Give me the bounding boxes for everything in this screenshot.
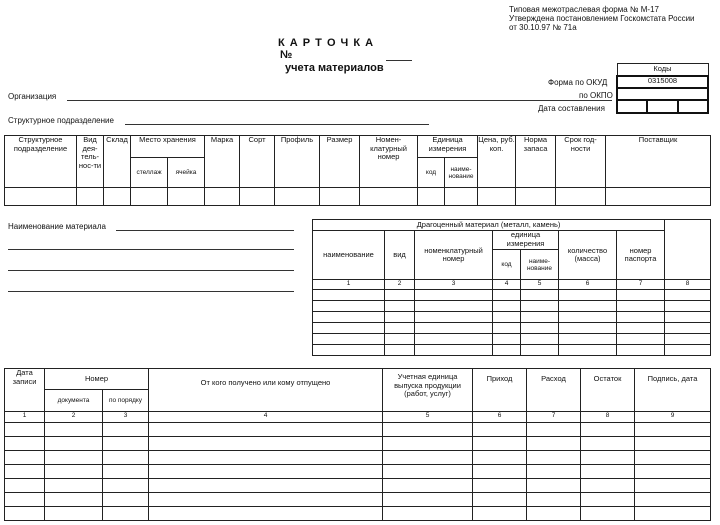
material-name-line[interactable] xyxy=(8,291,294,292)
table-row xyxy=(313,312,711,323)
cell[interactable] xyxy=(635,451,711,465)
precious-material-table xyxy=(312,219,711,356)
col-grade: Сорт xyxy=(240,136,275,188)
cell[interactable] xyxy=(149,451,383,465)
col-number: 1 xyxy=(5,412,45,423)
cell[interactable] xyxy=(313,301,385,312)
table-row xyxy=(5,188,711,206)
cell[interactable] xyxy=(5,507,45,521)
cell[interactable] xyxy=(527,437,581,451)
cell[interactable] xyxy=(527,451,581,465)
movement-table xyxy=(4,368,711,521)
cell[interactable] xyxy=(415,334,493,345)
cell[interactable] xyxy=(473,479,527,493)
cell[interactable] xyxy=(473,493,527,507)
cell[interactable] xyxy=(5,188,77,206)
cell[interactable] xyxy=(149,479,383,493)
col-division: Структурное подразделение xyxy=(5,136,77,188)
form-note-line: Утверждена постановлением Госкомстата России xyxy=(509,14,695,23)
col-out: Расход xyxy=(527,369,581,412)
col-rest: Остаток xyxy=(581,369,635,412)
table-row xyxy=(313,301,711,312)
col-date: Дата записи xyxy=(5,369,45,412)
cell[interactable] xyxy=(665,345,711,356)
precious-col-name: наименование xyxy=(313,231,385,280)
form-note xyxy=(509,5,719,32)
cell[interactable] xyxy=(581,507,635,521)
cell[interactable] xyxy=(383,451,473,465)
cell[interactable] xyxy=(383,507,473,521)
precious-col-kind: вид xyxy=(385,231,415,280)
cell[interactable] xyxy=(527,479,581,493)
col-activity: Вид дея-тель-нос-ти xyxy=(77,136,104,188)
cell[interactable] xyxy=(521,323,559,334)
col-number: 8 xyxy=(581,412,635,423)
cell[interactable] xyxy=(473,451,527,465)
cell[interactable] xyxy=(473,423,527,437)
col-storage: Место хранения xyxy=(131,136,205,158)
cell[interactable] xyxy=(493,345,521,356)
cell[interactable] xyxy=(493,301,521,312)
card-number-line xyxy=(386,60,412,61)
cell[interactable] xyxy=(313,334,385,345)
okpo-label: по ОКПО xyxy=(579,91,613,100)
table-row xyxy=(5,479,711,493)
cell[interactable] xyxy=(385,345,415,356)
col-number: 4 xyxy=(149,412,383,423)
cell[interactable] xyxy=(313,290,385,301)
cell[interactable] xyxy=(415,345,493,356)
cell[interactable] xyxy=(635,437,711,451)
cell[interactable] xyxy=(617,345,665,356)
form-note-line: Типовая межотраслевая форма № М-17 xyxy=(509,5,659,14)
precious-title: Драгоценный материал (металл, камень) xyxy=(313,220,665,231)
col-supplier: Поставщик xyxy=(606,136,711,188)
cell[interactable] xyxy=(240,188,275,206)
col-in: Приход xyxy=(473,369,527,412)
cell[interactable] xyxy=(665,312,711,323)
cell[interactable] xyxy=(617,301,665,312)
cell[interactable] xyxy=(635,479,711,493)
cell[interactable] xyxy=(149,437,383,451)
table-row xyxy=(5,493,711,507)
cell[interactable] xyxy=(415,323,493,334)
col-order: по порядку xyxy=(103,390,149,412)
col-number: 9 xyxy=(635,412,711,423)
cell[interactable] xyxy=(617,323,665,334)
col-shelf-life: Срок год-ности xyxy=(556,136,606,188)
col-doc: документа xyxy=(45,390,103,412)
organization-line[interactable] xyxy=(67,100,612,101)
cell[interactable] xyxy=(383,437,473,451)
material-name-line[interactable] xyxy=(116,230,294,231)
precious-col-passport: номер паспорта xyxy=(617,231,665,280)
cell[interactable] xyxy=(635,465,711,479)
cell[interactable] xyxy=(559,334,617,345)
cell[interactable] xyxy=(559,312,617,323)
cell[interactable] xyxy=(473,507,527,521)
table-row xyxy=(5,507,711,521)
col-number: 5 xyxy=(383,412,473,423)
cell[interactable] xyxy=(559,345,617,356)
cell[interactable] xyxy=(168,188,205,206)
table-row xyxy=(5,451,711,465)
cell[interactable] xyxy=(581,423,635,437)
col-number: 3 xyxy=(415,280,493,290)
col-unit: Единица измерения xyxy=(418,136,478,158)
table-row xyxy=(313,334,711,345)
cell[interactable] xyxy=(415,301,493,312)
cell[interactable] xyxy=(5,437,45,451)
cell[interactable] xyxy=(275,188,320,206)
col-profile: Профиль xyxy=(275,136,320,188)
cell[interactable] xyxy=(313,345,385,356)
cell[interactable] xyxy=(360,188,418,206)
precious-col-nomen: номенклатурный номер xyxy=(415,231,493,280)
cell[interactable] xyxy=(521,345,559,356)
material-name-label: Наименование материала xyxy=(8,222,106,231)
cell[interactable] xyxy=(5,465,45,479)
date-day[interactable] xyxy=(617,100,647,113)
col-norm: Норма запаса xyxy=(516,136,556,188)
cell[interactable] xyxy=(415,312,493,323)
col-sign: Подпись, дата xyxy=(635,369,711,412)
division-line[interactable] xyxy=(125,124,429,125)
col-number: 8 xyxy=(665,280,711,290)
cell[interactable] xyxy=(103,507,149,521)
cell[interactable] xyxy=(313,312,385,323)
cell[interactable] xyxy=(383,493,473,507)
col-number: 5 xyxy=(521,280,559,290)
cell[interactable] xyxy=(527,493,581,507)
table-row xyxy=(5,423,711,437)
cell[interactable] xyxy=(383,479,473,493)
cell[interactable] xyxy=(385,334,415,345)
cell[interactable] xyxy=(527,465,581,479)
material-card-table xyxy=(4,135,711,206)
okud-value: 0315008 xyxy=(617,76,708,88)
cell[interactable] xyxy=(665,323,711,334)
cell[interactable] xyxy=(205,188,240,206)
cell[interactable] xyxy=(521,290,559,301)
material-name-line[interactable] xyxy=(8,270,294,271)
precious-col-unit-code: код xyxy=(493,250,521,280)
col-number-group: Номер xyxy=(45,369,149,390)
cell[interactable] xyxy=(5,479,45,493)
cell[interactable] xyxy=(581,437,635,451)
cell[interactable] xyxy=(149,465,383,479)
card-number-label: № xyxy=(280,49,293,61)
col-from-to: От кого получено или кому отпущено xyxy=(149,369,383,412)
cell[interactable] xyxy=(527,507,581,521)
cell[interactable] xyxy=(665,334,711,345)
cell[interactable] xyxy=(635,507,711,521)
cell[interactable] xyxy=(103,465,149,479)
cell[interactable] xyxy=(559,290,617,301)
cell[interactable] xyxy=(45,437,103,451)
cell[interactable] xyxy=(556,188,606,206)
col-number: 2 xyxy=(45,412,103,423)
col-unit-name: наиме-нование xyxy=(445,158,478,188)
material-name-line[interactable] xyxy=(8,249,294,250)
cell[interactable] xyxy=(635,423,711,437)
cell[interactable] xyxy=(581,451,635,465)
col-brand: Марка xyxy=(205,136,240,188)
cell[interactable] xyxy=(103,479,149,493)
col-number: 3 xyxy=(103,412,149,423)
cell[interactable] xyxy=(385,301,415,312)
precious-col-qty: количество (масса) xyxy=(559,231,617,280)
cell[interactable] xyxy=(581,493,635,507)
cell[interactable] xyxy=(5,493,45,507)
cell[interactable] xyxy=(383,423,473,437)
cell[interactable] xyxy=(473,437,527,451)
codes-table xyxy=(616,63,709,114)
col-unit: Учетная единица выпуска продукции (работ, услуг) xyxy=(383,369,473,412)
cell[interactable] xyxy=(383,465,473,479)
cell[interactable] xyxy=(665,290,711,301)
cell[interactable] xyxy=(385,290,415,301)
cell[interactable] xyxy=(5,451,45,465)
date-month[interactable] xyxy=(647,100,677,113)
col-number: 6 xyxy=(559,280,617,290)
table-row xyxy=(5,465,711,479)
cell[interactable] xyxy=(103,437,149,451)
cell[interactable] xyxy=(45,479,103,493)
cell[interactable] xyxy=(149,423,383,437)
date-year[interactable] xyxy=(678,100,708,113)
col-number: 7 xyxy=(617,280,665,290)
precious-col-8-head xyxy=(665,220,711,280)
cell[interactable] xyxy=(445,188,478,206)
cell[interactable] xyxy=(521,312,559,323)
cell[interactable] xyxy=(5,423,45,437)
cell[interactable] xyxy=(665,301,711,312)
col-number: 1 xyxy=(313,280,385,290)
table-row xyxy=(313,290,711,301)
cell[interactable] xyxy=(581,465,635,479)
form-note-line: от 30.10.97 № 71а xyxy=(509,23,577,32)
col-rack: стеллаж xyxy=(131,158,168,188)
cell[interactable] xyxy=(493,334,521,345)
codes-header: Коды xyxy=(617,64,708,76)
table-row xyxy=(313,345,711,356)
cell[interactable] xyxy=(418,188,445,206)
cell[interactable] xyxy=(149,493,383,507)
cell[interactable] xyxy=(617,334,665,345)
cell[interactable] xyxy=(493,312,521,323)
card-subtitle: учета материалов xyxy=(285,62,384,74)
col-size: Размер xyxy=(320,136,360,188)
cell[interactable] xyxy=(617,312,665,323)
cell[interactable] xyxy=(149,507,383,521)
precious-col-unit-name: наиме-нование xyxy=(521,250,559,280)
cell[interactable] xyxy=(635,493,711,507)
cell[interactable] xyxy=(385,312,415,323)
cell[interactable] xyxy=(320,188,360,206)
cell[interactable] xyxy=(103,493,149,507)
cell[interactable] xyxy=(559,323,617,334)
col-unit-code: код xyxy=(418,158,445,188)
date-label: Дата составления xyxy=(538,104,605,113)
col-nomenclature: Номен-клатурный номер xyxy=(360,136,418,188)
cell[interactable] xyxy=(606,188,711,206)
col-warehouse: Склад xyxy=(104,136,131,188)
cell[interactable] xyxy=(415,290,493,301)
cell[interactable] xyxy=(45,451,103,465)
cell[interactable] xyxy=(516,188,556,206)
table-row xyxy=(5,437,711,451)
col-number: 7 xyxy=(527,412,581,423)
col-number: 2 xyxy=(385,280,415,290)
cell[interactable] xyxy=(45,423,103,437)
col-number: 6 xyxy=(473,412,527,423)
cell[interactable] xyxy=(385,323,415,334)
cell[interactable] xyxy=(473,465,527,479)
cell[interactable] xyxy=(77,188,104,206)
cell[interactable] xyxy=(45,465,103,479)
precious-col-unit: единица измерения xyxy=(493,231,559,250)
cell[interactable] xyxy=(45,507,103,521)
col-cell: ячейка xyxy=(168,158,205,188)
okud-label: Форма по ОКУД xyxy=(548,78,608,87)
table-row xyxy=(313,323,711,334)
col-price: Цена, руб. коп. xyxy=(478,136,516,188)
cell[interactable] xyxy=(103,423,149,437)
card-title: К А Р Т О Ч К А xyxy=(278,37,375,49)
cell[interactable] xyxy=(493,290,521,301)
cell[interactable] xyxy=(581,479,635,493)
cell[interactable] xyxy=(103,451,149,465)
cell[interactable] xyxy=(478,188,516,206)
okpo-value[interactable] xyxy=(617,88,708,100)
division-label: Структурное подразделение xyxy=(8,116,114,125)
cell[interactable] xyxy=(521,334,559,345)
cell[interactable] xyxy=(617,290,665,301)
cell[interactable] xyxy=(313,323,385,334)
cell[interactable] xyxy=(131,188,168,206)
cell[interactable] xyxy=(527,423,581,437)
col-number: 4 xyxy=(493,280,521,290)
organization-label: Организация xyxy=(8,92,57,101)
cell[interactable] xyxy=(493,323,521,334)
cell[interactable] xyxy=(559,301,617,312)
cell[interactable] xyxy=(104,188,131,206)
cell[interactable] xyxy=(521,301,559,312)
cell[interactable] xyxy=(45,493,103,507)
